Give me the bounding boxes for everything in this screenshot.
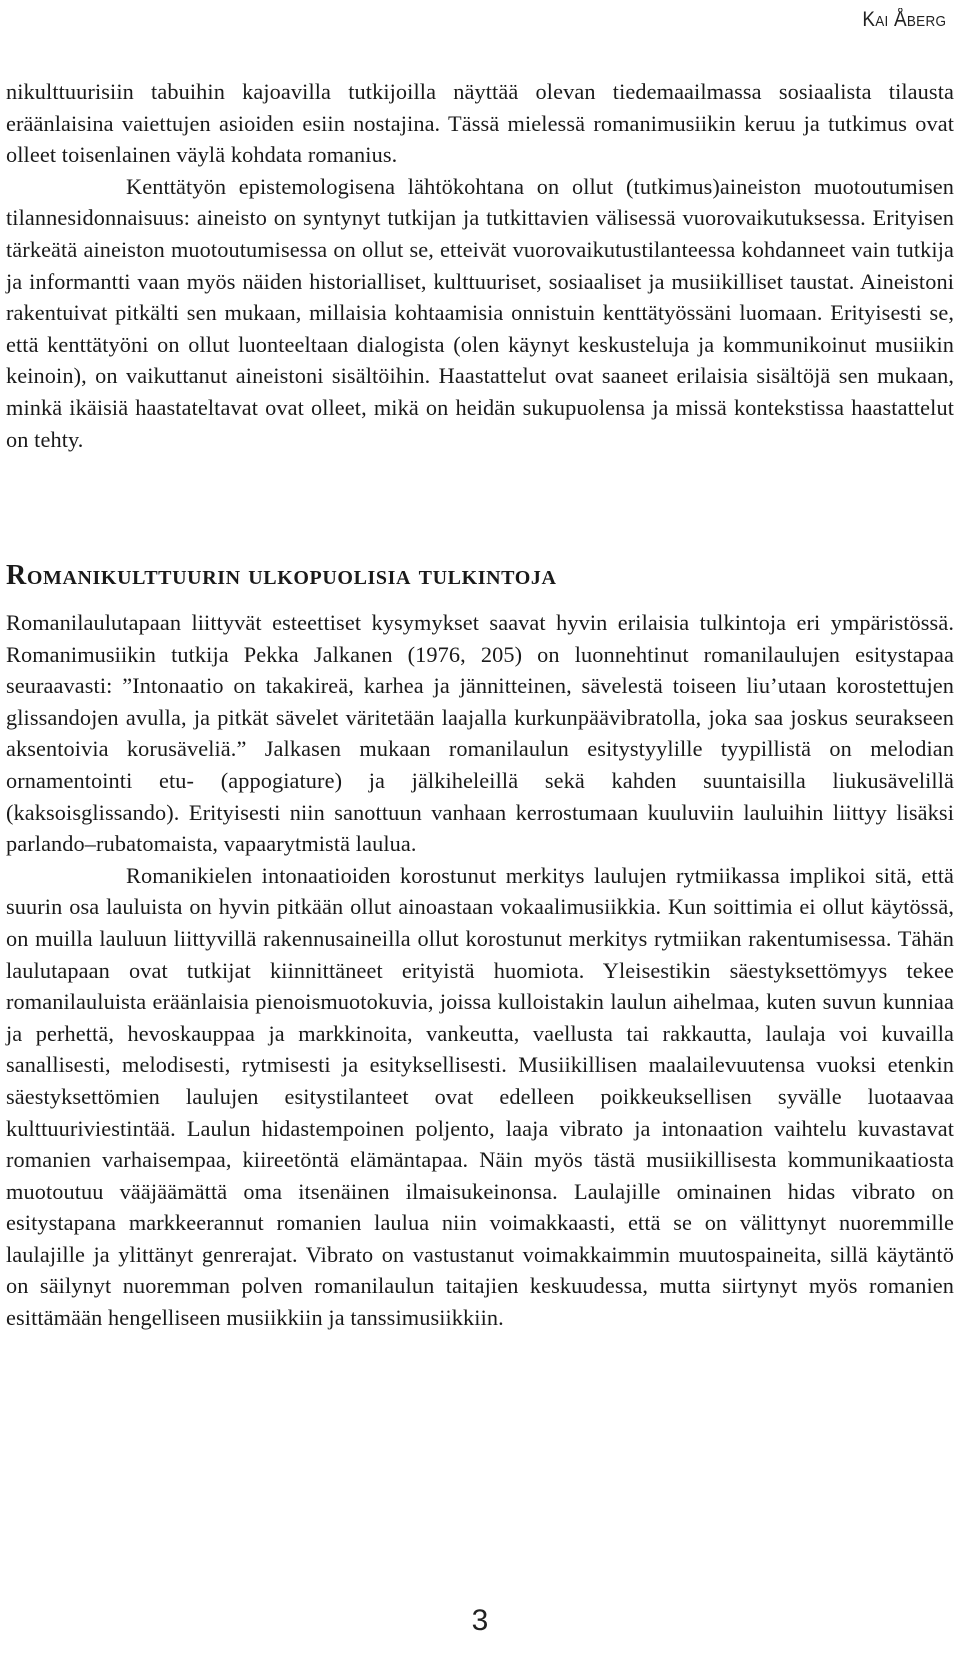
paragraph: Romanikielen intonaatioiden korostunut merkitys laulujen rytmiikassa implikoi sitä, että suurin osa lauluista on hyvin pitkään ollut ainoastaan vokaalimusiikkia. Kun soittimia ei ollut käytössä, on muilla lauluun liittyvillä rakennusaineilla ollut korostunut merkitys rytmiikan rakentumisessa. Tähän laulutapaan ovat tutkijat kiinnittäneet erityistä huomiota. Yleisestikin säestyksettömyys tekee romanilauluista eräänlaisia pienoismuotokuvia, joissa kulloistakin laulun aihelmaa, kuten suvun kunniaa ja perhettä, hevoskauppaa ja markkinoita, vankeutta, vaellusta tai rakkautta, laulaja voi kuvailla sanallisesti, melodisesti, rytmisesti ja esityksellisesti. Musiikillisen maalailevuutensa vuoksi etenkin säestyksettömien laulujen esitystilanteet ovat edelleen poikkeuksellisen syvälle luotaavaa kulttuuriviestintää. Laulun hidastempoinen poljento, laaja vibrato ja intonaation vaihtelu kuvastavat romanien varhaisempaa, kiireetöntä elämäntapaa. Näin myös tästä musiikillisesta kommunikaatiosta muotoutuu vääjäämättä oma itsenäinen ilmaisukeinonsa. Laulajille ominainen hidas vibrato on esitystapana markkeerannut romanien laulua niin voimakkaasti, että se on välittynyt nuoremmille laulajille ja ylittänyt genrerajat. Vibrato on vastustanut voimakkaimmin muutospaineita, sillä käytäntö on säilynyt nuoremman polven romanilaulun taitajien keskuudessa, mutta siirtynyt myös romanien esittämään hengelliseen musiikkiin ja tanssimusiikkiin. bbox=[6, 862, 954, 1331]
section-heading: Romanikulttuurin ulkopuolisia tulkintoja bbox=[6, 560, 557, 591]
paragraph: Kenttätyön epistemologisena lähtökohtana on ollut (tutkimus)aineiston muotoutumisen tilannesidonnaisuus: aineisto on syntynyt tutkijan ja tutkittavien välisessä vuorovaikutuksessa. Erityisen tärkeätä aineiston muotoutumisessa on ollut se, etteivät vuorovaikutustilanteessa kohdanneet vain tutkija ja informantti vaan myös näiden historialliset, kulttuuriset, sosiaaliset ja musiikilliset taustat. Aineistoni rakentuivat pitkälti sen mukaan, millaisia kohtaamisia onnistuin kenttätyössäni luomaan. Erityisesti se, että kenttätyöni on ollut luonteeltaan dialogista (olen käynyt keskusteluja ja kommunikoinut musiikin keinoin), on vaikuttanut aineistoni sisältöihin. Haastattelut ovat saaneet erilaisia sisältöjä sen mukaan, minkä ikäisiä haastateltavat ovat olleet, mikä on heidän sukupuolensa ja missä kontekstissa haastattelut on tehty. bbox=[6, 173, 954, 452]
body-text-section-2 bbox=[6, 607, 954, 1334]
body-text-section-1 bbox=[6, 76, 954, 455]
running-header: Kai Åberg bbox=[862, 8, 946, 31]
paragraph: Romanilaulutapaan liittyvät esteettiset kysymykset saavat hyvin erilaisia tulkintoja eri ympäristössä. Romanimusiikin tutkija Pekka Jalkanen (1976, 205) on luonnehtinut romanilaulujen esitystapaa seuraavasti: ”Intonaatio on takakireä, karhea ja jännitteinen, sävelestä toiseen liu’utaan korostettujen glissandojen avulla, ja pitkät sävelet väritetään laajalla kurkunpäävibratolla, joka saa joskus seurakseen aksentoivia korusäveliä.” Jalkasen mukaan romanilaulun esitystyylille tyypillistä on melodian ornamentointi etu- (appogiature) ja jälkiheleillä sekä kahden suuntaisilla liukusävelillä (kaksoisglissando). Erityisesti niin sanottuun vanhaan kerrostumaan kuuluviin lauluihin liittyy lisäksi parlando–rubatomaista, vapaarytmistä laulua. bbox=[6, 610, 954, 857]
page-number: 3 bbox=[471, 1604, 489, 1637]
paragraph: nikulttuurisiin tabuihin kajoavilla tutkijoilla näyttää olevan tiedemaailmassa sosiaalista tilausta eräänlaisina vaiettujen asioiden esiin nostajina. Tässä mielessä romanimusiikin keruu ja tutkimus ovat olleet toisenlainen väylä kohdata romanius. bbox=[6, 79, 954, 168]
